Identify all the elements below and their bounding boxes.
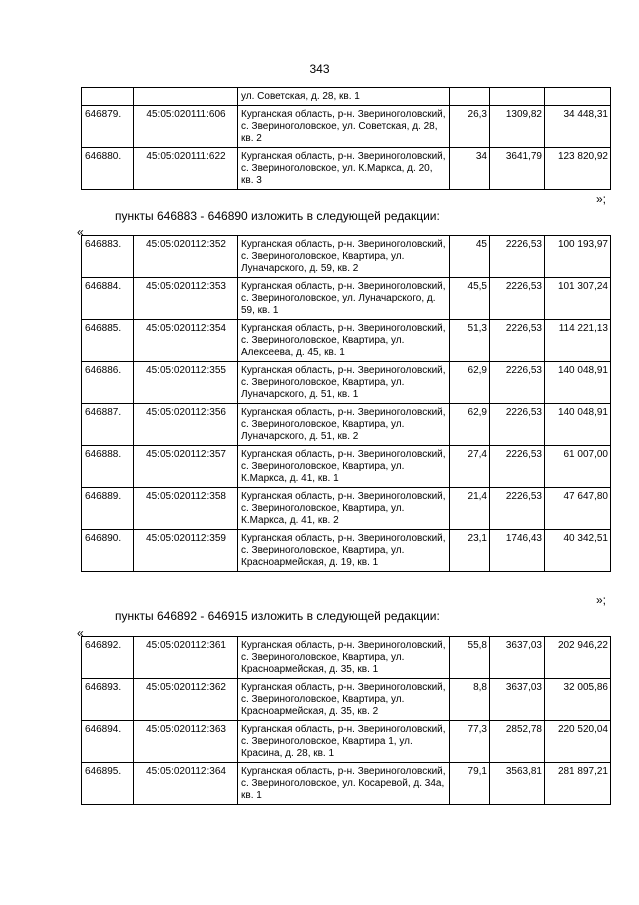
cadastral-number-cell: 45:05:020112:361 — [134, 637, 238, 679]
table-row — [82, 236, 611, 278]
address-cell: Курганская область, р-н. Звериноголовский, с. Звериноголовское, Квартира 1, ул. Красина, д. 28, кв. 1 — [238, 721, 450, 763]
row-number-cell: 646879. — [82, 106, 134, 148]
row-number-cell — [82, 88, 134, 106]
area-sqm-cell: 26,3 — [450, 106, 490, 148]
cadastral-value-cell: 32 005,86 — [545, 679, 611, 721]
table-row — [82, 88, 611, 106]
table-row — [82, 637, 611, 679]
table-row — [82, 488, 611, 530]
cadastral-number-cell: 45:05:020112:359 — [134, 530, 238, 572]
cadastral-number-cell: 45:05:020112:358 — [134, 488, 238, 530]
registry-table-1 — [81, 87, 611, 190]
area-sqm-cell: 51,3 — [450, 320, 490, 362]
cadastral-number-cell — [134, 88, 238, 106]
amendment-paragraph: пункты 646892 - 646915 изложить в следующей редакции: — [115, 609, 440, 623]
row-number-cell: 646880. — [82, 148, 134, 190]
address-cell: Курганская область, р-н. Звериноголовский, с. Звериноголовское, Квартира, ул. Луначарского, д. 51, кв. 2 — [238, 404, 450, 446]
address-cell: Курганская область, р-н. Звериноголовский, с. Звериноголовское, Квартира, ул. К.Маркса, д. 41, кв. 1 — [238, 446, 450, 488]
row-number-cell: 646895. — [82, 763, 134, 805]
table-row — [82, 721, 611, 763]
cadastral-value-cell: 281 897,21 — [545, 763, 611, 805]
cadastral-number-cell: 45:05:020112:353 — [134, 278, 238, 320]
cadastral-value-cell: 34 448,31 — [545, 106, 611, 148]
table-row — [82, 446, 611, 488]
cadastral-number-cell: 45:05:020112:362 — [134, 679, 238, 721]
area-sqm-cell — [450, 88, 490, 106]
opening-quote: « — [77, 626, 84, 640]
row-number-cell: 646892. — [82, 637, 134, 679]
price-per-sqm-cell — [490, 88, 545, 106]
cadastral-number-cell: 45:05:020112:357 — [134, 446, 238, 488]
cadastral-number-cell: 45:05:020112:352 — [134, 236, 238, 278]
table-row — [82, 679, 611, 721]
area-sqm-cell: 21,4 — [450, 488, 490, 530]
row-number-cell: 646893. — [82, 679, 134, 721]
price-per-sqm-cell: 3637,03 — [490, 679, 545, 721]
registry-table-3 — [81, 636, 611, 805]
cadastral-value-cell: 140 048,91 — [545, 362, 611, 404]
address-cell: Курганская область, р-н. Звериноголовский, с. Звериноголовское, Квартира, ул. Красноармейская, д. 35, кв. 2 — [238, 679, 450, 721]
cadastral-value-cell: 220 520,04 — [545, 721, 611, 763]
row-number-cell: 646890. — [82, 530, 134, 572]
area-sqm-cell: 55,8 — [450, 637, 490, 679]
cadastral-number-cell: 45:05:020111:606 — [134, 106, 238, 148]
price-per-sqm-cell: 2226,53 — [490, 446, 545, 488]
cadastral-number-cell: 45:05:020112:355 — [134, 362, 238, 404]
address-cell: Курганская область, р-н. Звериноголовский, с. Звериноголовское, Квартира, ул. К.Маркса, д. 41, кв. 2 — [238, 488, 450, 530]
cadastral-number-cell: 45:05:020112:356 — [134, 404, 238, 446]
cadastral-value-cell: 202 946,22 — [545, 637, 611, 679]
cadastral-value-cell: 114 221,13 — [545, 320, 611, 362]
row-number-cell: 646888. — [82, 446, 134, 488]
price-per-sqm-cell: 3641,79 — [490, 148, 545, 190]
table-row — [82, 404, 611, 446]
table-row — [82, 763, 611, 805]
cadastral-value-cell: 123 820,92 — [545, 148, 611, 190]
price-per-sqm-cell: 3637,03 — [490, 637, 545, 679]
area-sqm-cell: 45 — [450, 236, 490, 278]
address-cell: Курганская область, р-н. Звериноголовский, с. Звериноголовское, Квартира, ул. Красноармейская, д. 35, кв. 1 — [238, 637, 450, 679]
area-sqm-cell: 77,3 — [450, 721, 490, 763]
area-sqm-cell: 27,4 — [450, 446, 490, 488]
price-per-sqm-cell: 2226,53 — [490, 362, 545, 404]
address-cell: Курганская область, р-н. Звериноголовский, с. Звериноголовское, ул. Косаревой, д. 34а, кв. 1 — [238, 763, 450, 805]
cadastral-number-cell: 45:05:020112:363 — [134, 721, 238, 763]
cadastral-value-cell: 140 048,91 — [545, 404, 611, 446]
cadastral-value-cell: 100 193,97 — [545, 236, 611, 278]
row-number-cell: 646884. — [82, 278, 134, 320]
price-per-sqm-cell: 2226,53 — [490, 404, 545, 446]
address-cell: Курганская область, р-н. Звериноголовский, с. Звериноголовское, Квартира, ул. Красноармейская, д. 19, кв. 1 — [238, 530, 450, 572]
amendment-paragraph: пункты 646883 - 646890 изложить в следующей редакции: — [115, 209, 440, 223]
cadastral-value-cell: 47 647,80 — [545, 488, 611, 530]
price-per-sqm-cell: 2226,53 — [490, 320, 545, 362]
closing-quote: »; — [596, 192, 607, 206]
address-cell: Курганская область, р-н. Звериноголовский, с. Звериноголовское, ул. К.Маркса, д. 20, кв. 3 — [238, 148, 450, 190]
cadastral-value-cell: 61 007,00 — [545, 446, 611, 488]
price-per-sqm-cell: 2226,53 — [490, 278, 545, 320]
cadastral-number-cell: 45:05:020111:622 — [134, 148, 238, 190]
cadastral-value-cell — [545, 88, 611, 106]
price-per-sqm-cell: 2226,53 — [490, 488, 545, 530]
address-cell: Курганская область, р-н. Звериноголовский, с. Звериноголовское, Квартира, ул. Алексеева, д. 45, кв. 1 — [238, 320, 450, 362]
cadastral-number-cell: 45:05:020112:354 — [134, 320, 238, 362]
table-row — [82, 148, 611, 190]
price-per-sqm-cell: 1746,43 — [490, 530, 545, 572]
table-row — [82, 530, 611, 572]
cadastral-value-cell: 40 342,51 — [545, 530, 611, 572]
address-cell: Курганская область, р-н. Звериноголовский, с. Звериноголовское, ул. Луначарского, д. 59, кв. 1 — [238, 278, 450, 320]
table-row — [82, 106, 611, 148]
price-per-sqm-cell: 2226,53 — [490, 236, 545, 278]
opening-quote: « — [77, 225, 84, 239]
price-per-sqm-cell: 2852,78 — [490, 721, 545, 763]
row-number-cell: 646885. — [82, 320, 134, 362]
area-sqm-cell: 62,9 — [450, 362, 490, 404]
cadastral-value-cell: 101 307,24 — [545, 278, 611, 320]
address-cell: Курганская область, р-н. Звериноголовский, с. Звериноголовское, ул. Советская, д. 28, кв. 2 — [238, 106, 450, 148]
closing-quote: »; — [596, 593, 607, 607]
row-number-cell: 646886. — [82, 362, 134, 404]
registry-table-2 — [81, 235, 611, 572]
row-number-cell: 646887. — [82, 404, 134, 446]
area-sqm-cell: 79,1 — [450, 763, 490, 805]
page-number: 343 — [309, 62, 330, 76]
address-cell: Курганская область, р-н. Звериноголовский, с. Звериноголовское, Квартира, ул. Луначарского, д. 51, кв. 1 — [238, 362, 450, 404]
area-sqm-cell: 8,8 — [450, 679, 490, 721]
row-number-cell: 646894. — [82, 721, 134, 763]
row-number-cell: 646889. — [82, 488, 134, 530]
table-row — [82, 320, 611, 362]
table-row — [82, 362, 611, 404]
area-sqm-cell: 62,9 — [450, 404, 490, 446]
area-sqm-cell: 34 — [450, 148, 490, 190]
price-per-sqm-cell: 1309,82 — [490, 106, 545, 148]
table-row — [82, 278, 611, 320]
address-cell: ул. Советская, д. 28, кв. 1 — [238, 88, 450, 106]
price-per-sqm-cell: 3563,81 — [490, 763, 545, 805]
row-number-cell: 646883. — [82, 236, 134, 278]
area-sqm-cell: 23,1 — [450, 530, 490, 572]
address-cell: Курганская область, р-н. Звериноголовский, с. Звериноголовское, Квартира, ул. Луначарского, д. 59, кв. 2 — [238, 236, 450, 278]
cadastral-number-cell: 45:05:020112:364 — [134, 763, 238, 805]
area-sqm-cell: 45,5 — [450, 278, 490, 320]
